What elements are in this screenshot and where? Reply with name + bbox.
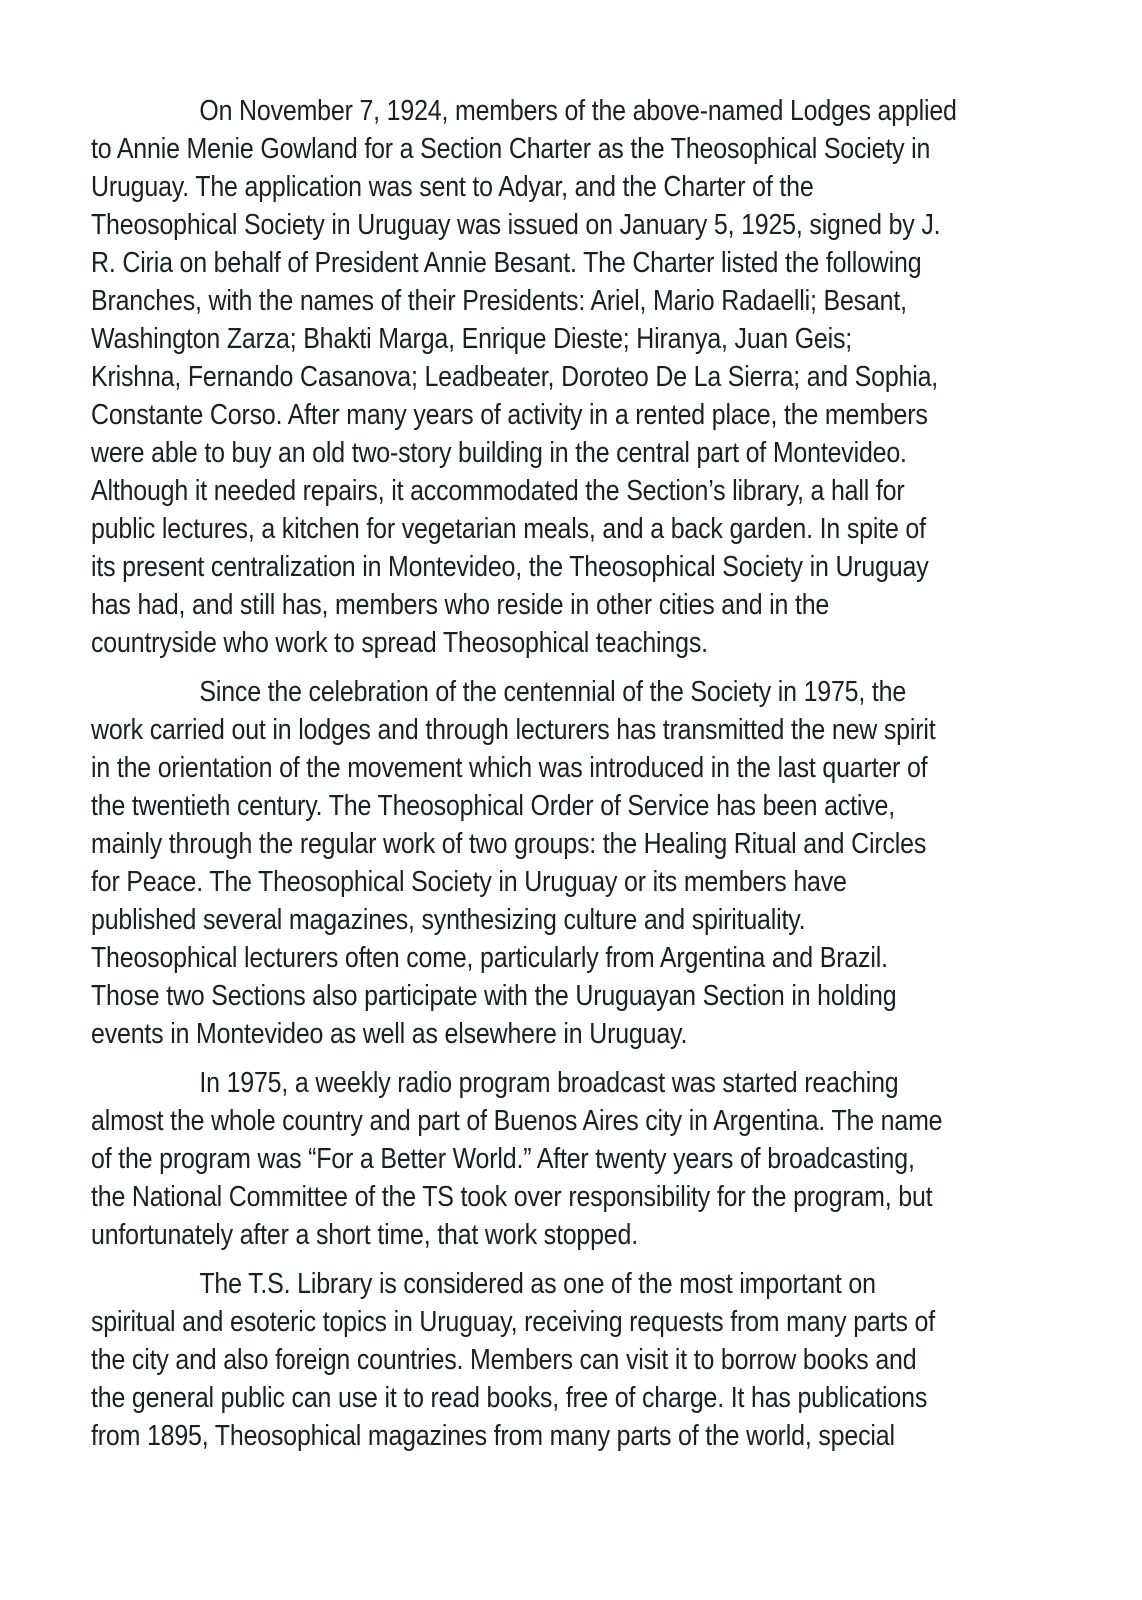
- text-line: Theosophical lecturers often come, particularly from Argentina and Brazil.: [91, 942, 888, 974]
- text-line: the twentieth century. The Theosophical Order of Service has been active,: [91, 790, 896, 822]
- text-line: work carried out in lodges and through lecturers has transmitted the new spirit: [91, 714, 936, 746]
- text-line: to Annie Menie Gowland for a Section Charter as the Theosophical Society in: [91, 133, 931, 165]
- text-line: mainly through the regular work of two groups: the Healing Ritual and Circles: [91, 828, 927, 860]
- text-line: Although it needed repairs, it accommodated the Section’s library, a hall for: [91, 475, 905, 507]
- text-line: Those two Sections also participate with the Uruguayan Section in holding: [91, 980, 897, 1012]
- text-line: Constante Corso. After many years of activity in a rented place, the members: [91, 399, 928, 431]
- document-page: [91, 92, 1051, 1466]
- text-line: The T.S. Library is considered as one of the most important on: [199, 1268, 876, 1300]
- text-line: In 1975, a weekly radio program broadcast was started reaching: [199, 1067, 899, 1099]
- text-line: almost the whole country and part of Buenos Aires city in Argentina. The name: [91, 1105, 943, 1137]
- text-line: Since the celebration of the centennial of the Society in 1975, the: [199, 676, 907, 708]
- paragraph-lodges-charter: [91, 92, 1051, 662]
- text-line: from 1895, Theosophical magazines from many parts of the world, special: [91, 1420, 895, 1452]
- text-line: Krishna, Fernando Casanova; Leadbeater, Doroteo De La Sierra; and Sophia,: [91, 361, 939, 393]
- text-line: events in Montevideo as well as elsewhere in Uruguay.: [91, 1018, 688, 1050]
- paragraph-centennial-work: [91, 673, 1051, 1053]
- text-line: Washington Zarza; Bhakti Marga, Enrique Dieste; Hiranya, Juan Geis;: [91, 323, 853, 355]
- text-line: Branches, with the names of their Presidents: Ariel, Mario Radaelli; Besant,: [91, 285, 907, 317]
- text-line: were able to buy an old two-story building in the central part of Montevideo.: [91, 437, 907, 469]
- text-line: spiritual and esoteric topics in Uruguay, receiving requests from many parts of: [91, 1306, 935, 1338]
- text-line: the city and also foreign countries. Members can visit it to borrow books and: [91, 1344, 917, 1376]
- text-line: unfortunately after a short time, that work stopped.: [91, 1219, 638, 1251]
- text-line: has had, and still has, members who reside in other cities and in the: [91, 589, 830, 621]
- text-line: R. Ciria on behalf of President Annie Besant. The Charter listed the following: [91, 247, 922, 279]
- text-line: its present centralization in Montevideo, the Theosophical Society in Uruguay: [91, 551, 929, 583]
- text-line: the general public can use it to read books, free of charge. It has publications: [91, 1382, 928, 1414]
- text-line: Theosophical Society in Uruguay was issued on January 5, 1925, signed by J.: [91, 209, 941, 241]
- text-line: of the program was “For a Better World.” After twenty years of broadcasting,: [91, 1143, 915, 1175]
- text-line: for Peace. The Theosophical Society in Uruguay or its members have: [91, 866, 847, 898]
- text-line: countryside who work to spread Theosophical teachings.: [91, 627, 708, 659]
- paragraph-radio-program: [91, 1064, 1051, 1254]
- text-line: Uruguay. The application was sent to Adyar, and the Charter of the: [91, 171, 814, 203]
- text-line: published several magazines, synthesizing culture and spirituality.: [91, 904, 806, 936]
- paragraph-library: [91, 1265, 1051, 1455]
- text-line: On November 7, 1924, members of the above-named Lodges applied: [199, 95, 957, 127]
- text-line: the National Committee of the TS took over responsibility for the program, but: [91, 1181, 933, 1213]
- text-line: public lectures, a kitchen for vegetarian meals, and a back garden. In spite of: [91, 513, 926, 545]
- text-line: in the orientation of the movement which was introduced in the last quarter of: [91, 752, 928, 784]
